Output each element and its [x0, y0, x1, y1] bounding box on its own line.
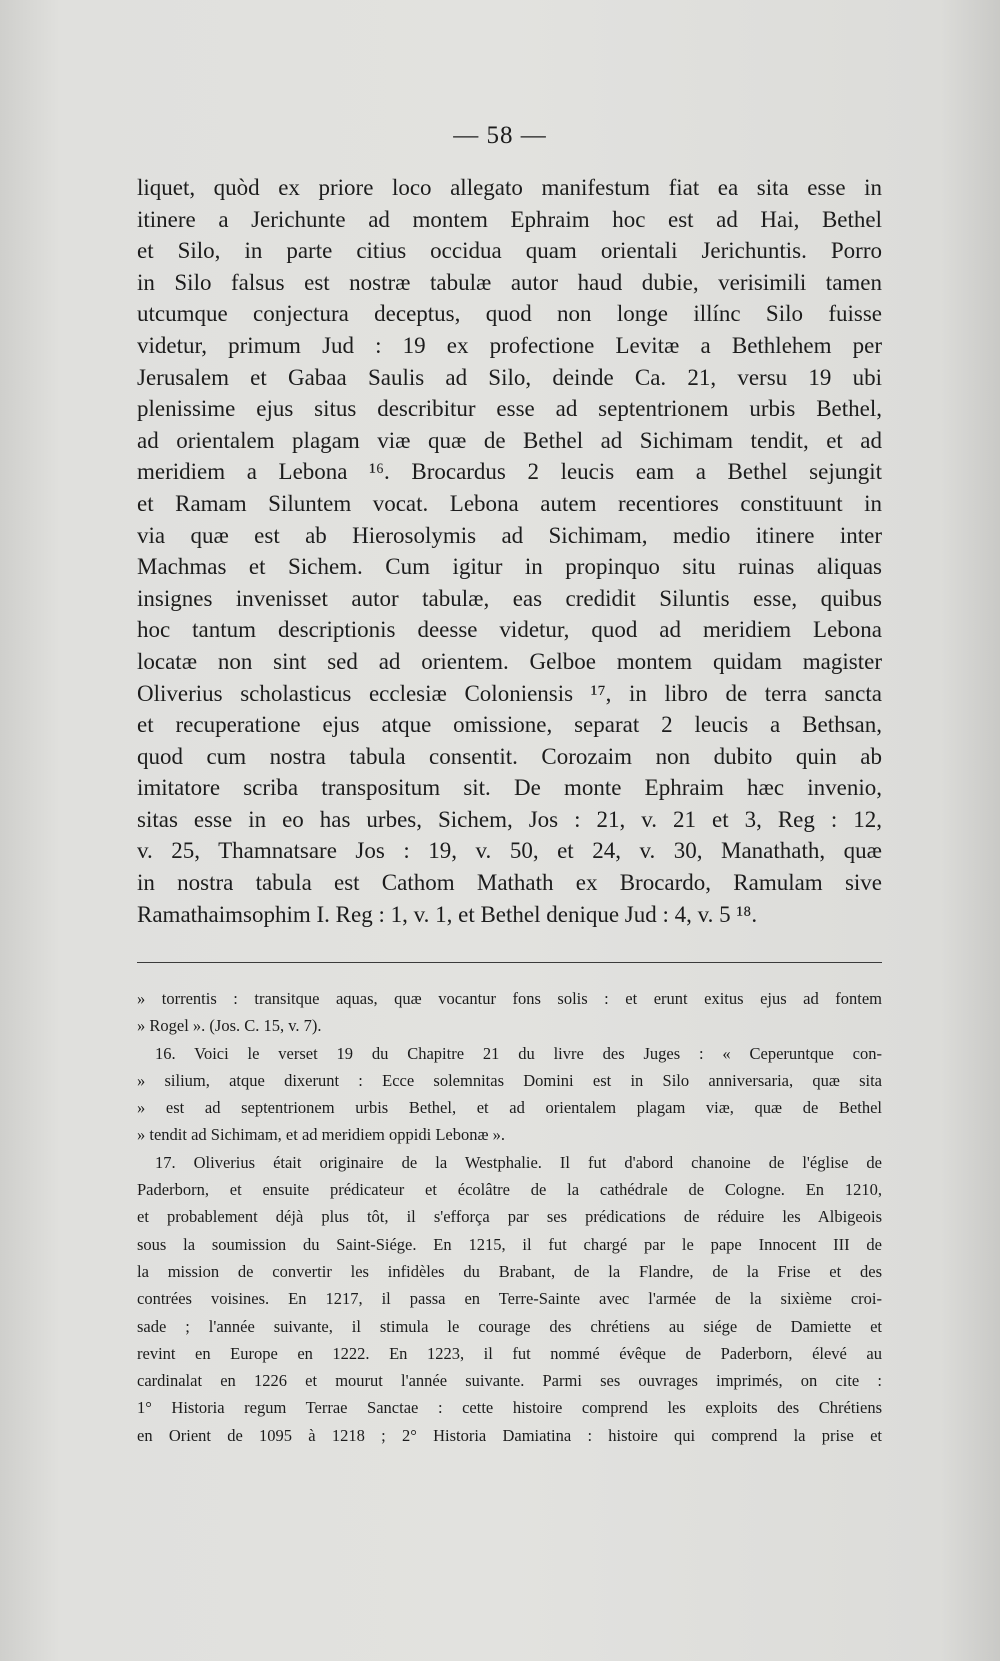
text-line: ad orientalem plagam viæ quæ de Bethel ad Sichimam tendit, et ad: [137, 427, 882, 453]
text-line: v. 25, Thamnatsare Jos : 19, v. 50, et 24, v. 30, Manathath, quæ: [137, 838, 882, 864]
text-line: Oliverius scholasticus ecclesiæ Coloniensis ¹⁷, in libro de terra sancta: [137, 680, 882, 706]
footnotes: [137, 985, 882, 1449]
text-line: itinere a Jerichunte ad montem Ephraim hoc est ad Hai, Bethel: [137, 206, 882, 232]
footnote-line: » Rogel ». (Jos. C. 15, v. 7).: [137, 1016, 322, 1036]
footnote-line: la mission de convertir les infidèles du Brabant, de la Flandre, de la Frise et des: [137, 1261, 882, 1281]
text-line: insignes invenisset autor tabulæ, eas credidit Siluntis esse, quibus: [137, 585, 882, 611]
text-line: sitas esse in eo has urbes, Sichem, Jos : 21, v. 21 et 3, Reg : 12,: [137, 806, 882, 832]
text-line: Ramathaimsophim I. Reg : 1, v. 1, et Bethel denique Jud : 4, v. 5 ¹⁸.: [137, 901, 758, 927]
footnote-line: et probablement déjà plus tôt, il s'efforça par ses prédications de réduire les Albigeois: [137, 1207, 882, 1227]
text-line: in Silo falsus est nostræ tabulæ autor haud dubie, verisimili tamen: [137, 269, 882, 295]
text-line: in nostra tabula est Cathom Mathath ex Brocardo, Ramulam sive: [137, 870, 882, 896]
text-line: imitatore scriba transpositum sit. De monte Ephraim hæc invenio,: [137, 775, 882, 801]
footnote-line: revint en Europe en 1222. En 1223, il fut nommé évêque de Paderborn, élevé au: [137, 1343, 882, 1363]
footnote-line: 1° Historia regum Terrae Sanctae : cette histoire comprend les exploits des Chrétiens: [137, 1398, 882, 1418]
footnote-line: » torrentis : transitque aquas, quæ vocantur fons solis : et erunt exitus ejus ad fontem: [137, 989, 882, 1008]
text-line: hoc tantum descriptionis deesse videtur, quod ad meridiem Lebona: [137, 617, 882, 643]
footnote-line: » silium, atque dixerunt : Ecce solemnitas Domini est in Silo anniversaria, quæ sita: [137, 1070, 882, 1090]
text-line: videtur, primum Jud : 19 ex profectione Levitæ a Bethlehem per: [137, 332, 882, 358]
footnote-line: 16. Voici le verset 19 du Chapitre 21 du livre des Juges : « Ceperuntque con-: [155, 1043, 882, 1063]
text-line: utcumque conjectura deceptus, quod non longe illínc Silo fuisse: [137, 301, 882, 327]
text-line: liquet, quòd ex priore loco allegato manifestum fiat ea sita esse in: [137, 175, 882, 200]
footnote-line: » est ad septentrionem urbis Bethel, et ad orientalem plagam viæ, quæ de Bethel: [137, 1098, 882, 1118]
text-line: Jerusalem et Gabaa Saulis ad Silo, deinde Ca. 21, versu 19 ubi: [137, 364, 882, 390]
text-line: via quæ est ab Hierosolymis ad Sichimam, medio itinere inter: [137, 522, 882, 548]
text-line: Machmas et Sichem. Cum igitur in propinquo situ ruinas aliquas: [137, 554, 882, 580]
footnote-line: 17. Oliverius était originaire de la Westphalie. Il fut d'abord chanoine de l'église de: [155, 1152, 882, 1172]
footnote-line: en Orient de 1095 à 1218 ; 2° Historia Damiatina : histoire qui comprend la prise et: [137, 1425, 882, 1445]
text-line: plenissime ejus situs describitur esse ad septentrionem urbis Bethel,: [137, 396, 882, 422]
footnote-line: cardinalat en 1226 et mourut l'année suivante. Parmi ses ouvrages imprimés, on cite :: [137, 1371, 882, 1391]
footnote-line: sade ; l'année suivante, il stimula le courage des chrétiens au siége de Damiette et: [137, 1316, 882, 1336]
footnote-line: » tendit ad Sichimam, et ad meridiem oppidi Lebonæ ».: [137, 1125, 505, 1145]
footnote-line: contrées voisines. En 1217, il passa en Terre-Sainte avec l'armée de la sixième croi-: [137, 1289, 882, 1309]
text-line: meridiem a Lebona ¹⁶. Brocardus 2 leucis eam a Bethel sejungit: [137, 459, 882, 485]
main-text: [137, 172, 882, 930]
text-line: et Ramam Siluntem vocat. Lebona autem recentiores constituunt in: [137, 490, 882, 516]
footnote-line: sous la soumission du Saint-Siége. En 1215, il fut chargé par le pape Innocent III de: [137, 1234, 882, 1254]
footnote-divider: [137, 962, 882, 963]
text-line: et recuperatione ejus atque omissione, separat 2 leucis a Bethsan,: [137, 712, 882, 738]
footnote-line: Paderborn, et ensuite prédicateur et écolâtre de la cathédrale de Cologne. En 1210,: [137, 1180, 882, 1200]
page-number: — 58 —: [453, 122, 547, 149]
text-line: et Silo, in parte citius occidua quam orientali Jerichuntis. Porro: [137, 238, 882, 264]
text-line: quod cum nostra tabula consentit. Corozaim non dubito quin ab: [137, 743, 882, 769]
text-line: locatæ non sint sed ad orientem. Gelboe montem quidam magister: [137, 648, 882, 674]
